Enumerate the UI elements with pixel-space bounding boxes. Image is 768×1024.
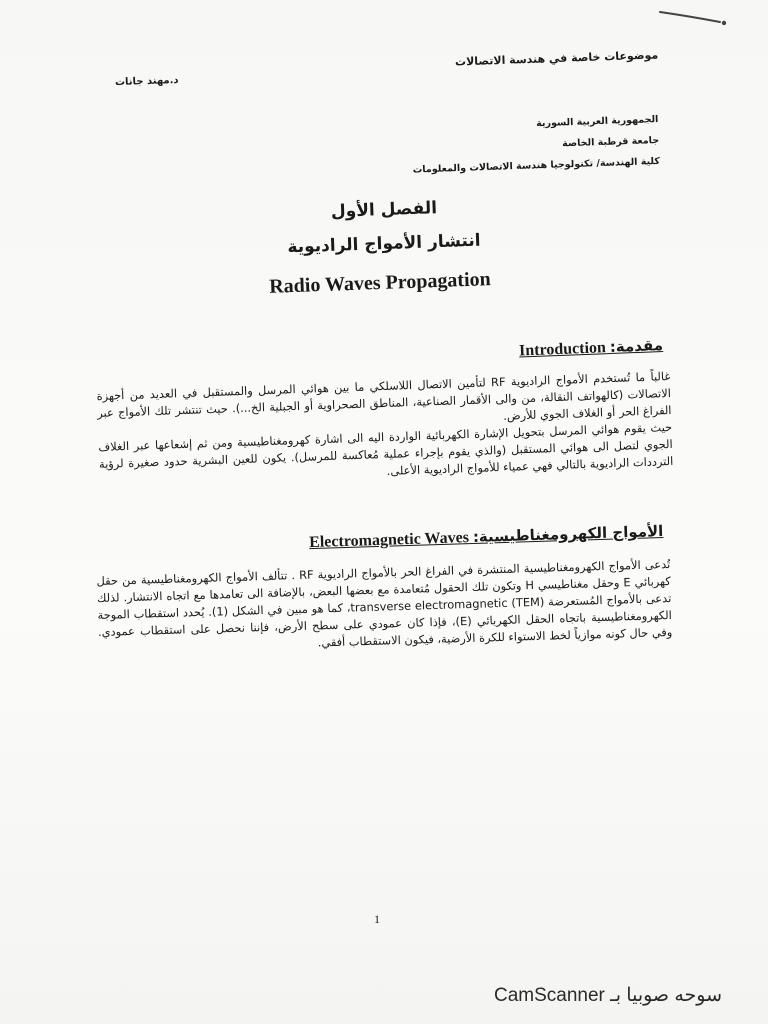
university-name: جامعة قرطبة الخاصة: [561, 134, 660, 150]
chapter-title-arabic: انتشار الأمواج الراديوية: [287, 230, 481, 258]
electromagnetic-heading: [309, 522, 664, 552]
country-name: الجمهورية العربية السورية: [535, 114, 659, 130]
electromagnetic-body: [96, 556, 672, 658]
institution-block: [411, 114, 660, 186]
course-title: موضوعات خاصة في هندسة الاتصالات: [454, 48, 659, 69]
electromagnetic-heading-english: Electromagnetic Waves: [308, 529, 469, 552]
electromagnetic-heading-arabic: الأمواج الكهرومغناطيسية:: [472, 522, 664, 546]
chapter-number: الفصل الأول: [330, 198, 438, 222]
electromagnetic-paragraph: تُدعى الأمواج الكهرومغناطيسية المنتشرة في الفراغ الحر بالأمواج الراديوية RF . تتألف الأمواج الكهرومغناطيسية من حقل كهربائي E وحقل مغناطيسي H وتكون تلك الحقول مُتعامدة مع بعضها البعض، بالإضافة الى تعامدها مع اتجاه الانتشار. لذلك تدعى بالأمواج المُستعرضة transverse electromagnetic (TEM)، كما هو مبين في الشكل (1). يُحدد استقطاب الموجة الكهرومغناطيسية باتجاه الحقل الكهربائي (E)، فإذا كان عمودي على سطح الأرض، فإننا نحصل على استقطاب عمودي. وفي حال كونه موازياً لخط الاستواء للكرة الأرضية، فيكون الاستقطاب أفقي.: [96, 556, 673, 650]
scanner-watermark: CamScanner سوحه صوبيا بـ: [494, 985, 723, 1006]
introduction-paragraph-1: غالباً ما تُستخدم الأمواج الراديوية RF لتأمين الاتصال اللاسلكي ما بين هوائي المرسل والمستقبل في العديد من أجهزة الاتصالات (كالهواتف النقالة، من والى الأقمار الصناعية، المناطق الصحراوية أو الجبلية الخ...). حيث تنتشر تلك الأمواج عبر الفراغ الحر أو الغلاف الجوي للأرض.: [96, 368, 672, 423]
pen-stroke-mark: [658, 6, 728, 26]
chapter-title-english: Radio Waves Propagation: [268, 268, 492, 298]
lecturer-name: د.مهند جانات: [114, 74, 179, 89]
introduction-body: [96, 368, 673, 490]
introduction-heading-english: Introduction: [518, 339, 607, 360]
introduction-heading-arabic: مقدمة:: [609, 336, 664, 357]
faculty-name: كلية الهندسة/ تكنولوجيا هندسة الاتصالات والمعلومات: [412, 155, 660, 176]
page-number: 1: [374, 912, 380, 926]
introduction-paragraph-2: حيث يقوم هوائي المرسل بتحويل الإشارة الكهربائية الواردة اليه الى اشارة كهرومغناطيسية ومن ثم إشعاعها عبر الغلاف الجوي لتصل الى هوائي المستقبل (والذي يقوم بإجراء عملية مُعاكسة للمرسل). يكون للعين البشرية حدود صغيرة لرؤية الترددات الراديوية بالتالي فهي عمياء للأمواج الراديوية الأعلى.: [98, 419, 674, 478]
introduction-heading: [519, 336, 664, 361]
